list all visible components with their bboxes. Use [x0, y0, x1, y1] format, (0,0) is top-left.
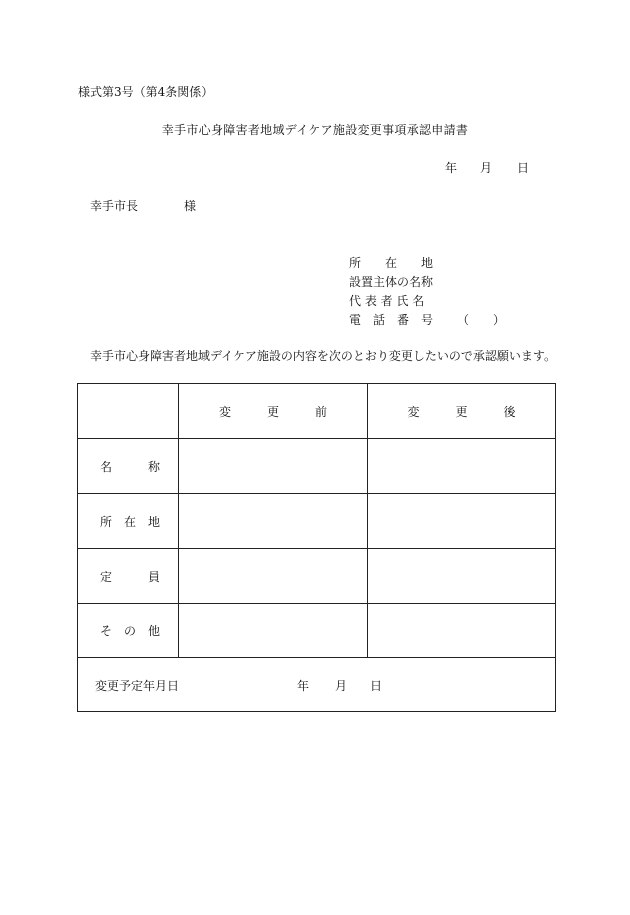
intro-text: 幸手市心身障害者地域デイケア施設の内容を次のとおり変更したいので承認願います。 [90, 349, 556, 363]
header-after-cell [368, 384, 555, 438]
header-before-cell [179, 384, 368, 438]
row-label-cell [78, 494, 179, 548]
row-label-cell [78, 604, 179, 657]
date-month-label: 月 [480, 161, 493, 175]
row-label: 名 称 [100, 459, 161, 474]
before-value-cell[interactable] [179, 604, 368, 657]
applicant-phone-label: 電 話 番 号 [349, 313, 434, 327]
applicant-representative-label: 代 表 者 氏 名 [349, 294, 425, 308]
header-before-label: 変 更 前 [218, 404, 327, 419]
after-value-cell[interactable] [368, 549, 555, 603]
planned-date-year-label: 年 [297, 679, 310, 693]
table-row [78, 494, 555, 549]
date-year-label: 年 [445, 161, 458, 175]
row-label-cell [78, 549, 179, 603]
applicant-phone-parentheses: （ ） [457, 313, 506, 327]
document-title: 幸手市心身障害者地域デイケア施設変更事項承認申請書 [161, 123, 469, 137]
change-details-table [77, 383, 556, 712]
form-number: 様式第3号（第4条関係） [78, 85, 214, 99]
header-after-label: 変 更 後 [407, 404, 516, 419]
after-value-cell[interactable] [368, 494, 555, 548]
planned-date-day-label: 日 [370, 679, 383, 693]
addressee-honorific: 様 [184, 199, 197, 213]
row-label: 定 員 [100, 569, 161, 584]
planned-date-row [78, 658, 555, 711]
row-label: 所 在 地 [100, 514, 161, 529]
date-day-label: 日 [517, 161, 530, 175]
planned-date-month-label: 月 [335, 679, 348, 693]
after-value-cell[interactable] [368, 439, 555, 493]
table-header-row [78, 384, 555, 439]
before-value-cell[interactable] [179, 549, 368, 603]
after-value-cell[interactable] [368, 604, 555, 657]
row-label-cell [78, 439, 179, 493]
header-corner-cell [78, 384, 179, 438]
planned-date-label: 変更予定年月日 [95, 679, 180, 693]
table-row [78, 604, 555, 658]
applicant-name-label: 設置主体の名称 [349, 275, 434, 289]
row-label: そ の 他 [100, 624, 161, 638]
addressee-name: 幸手市長 [90, 199, 139, 213]
before-value-cell[interactable] [179, 494, 368, 548]
applicant-location-label: 所 在 地 [349, 256, 434, 270]
before-value-cell[interactable] [179, 439, 368, 493]
table-row [78, 439, 555, 494]
table-row [78, 549, 555, 604]
